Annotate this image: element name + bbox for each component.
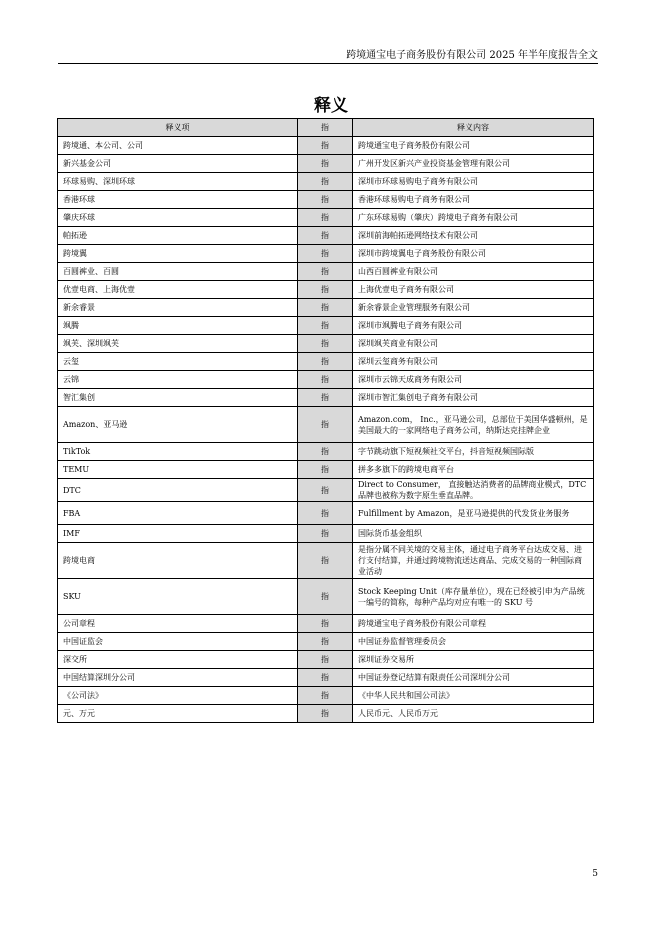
term-cell: 云玺	[58, 353, 298, 371]
table-row	[58, 389, 594, 407]
definition-cell: Amazon.com， Inc.，亚马逊公司，总部位于美国华盛顿州，是美国最大的一家网络电子商务公司，纳斯达克挂牌企业	[353, 407, 594, 443]
ref-cell: 指	[298, 461, 353, 479]
table-body	[58, 137, 594, 723]
table-row	[58, 335, 594, 353]
term-cell: 跨境电商	[58, 543, 298, 579]
table-row	[58, 245, 594, 263]
section-title: 释义	[314, 96, 348, 116]
document-title: 跨境通宝电子商务股份有限公司 2025 年半年度报告全文	[346, 50, 598, 61]
table-row	[58, 479, 594, 502]
table-row	[58, 407, 594, 443]
term-cell: 云锦	[58, 371, 298, 389]
table-row	[58, 209, 594, 227]
table-row	[58, 705, 594, 723]
table-row	[58, 687, 594, 705]
definition-cell: 中国证券登记结算有限责任公司深圳分公司	[353, 669, 594, 687]
ref-cell: 指	[298, 479, 353, 502]
term-cell: 飒腾	[58, 317, 298, 335]
definitions-table	[57, 118, 594, 723]
term-cell: 优壹电商、上海优壹	[58, 281, 298, 299]
ref-cell: 指	[298, 335, 353, 353]
term-cell: 环球易购、深圳环球	[58, 173, 298, 191]
definition-cell: 国际货币基金组织	[353, 525, 594, 543]
table-row	[58, 633, 594, 651]
definition-cell: 是指分属不同关境的交易主体，通过电子商务平台达成交易、进行支付结算，并通过跨境物流送达商品、完成交易的一种国际商业活动	[353, 543, 594, 579]
header-term: 释义项	[58, 119, 298, 137]
ref-cell: 指	[298, 317, 353, 335]
definition-cell: 深圳市环球易购电子商务有限公司	[353, 173, 594, 191]
ref-cell: 指	[298, 137, 353, 155]
page-number: 5	[592, 869, 598, 879]
definition-cell: 深圳市飒腾电子商务有限公司	[353, 317, 594, 335]
term-cell: IMF	[58, 525, 298, 543]
table-row	[58, 525, 594, 543]
definition-cell: 字节跳动旗下短视频社交平台，抖音短视频国际版	[353, 443, 594, 461]
term-cell: 《公司法》	[58, 687, 298, 705]
term-cell: 香港环球	[58, 191, 298, 209]
term-cell: 跨境翼	[58, 245, 298, 263]
ref-cell: 指	[298, 263, 353, 281]
definition-cell: Direct to Consumer， 直接触达消费者的品牌商业模式，DTC 品牌也被称为数字原生垂直品牌。	[353, 479, 594, 502]
term-cell: 帕拓逊	[58, 227, 298, 245]
definition-cell: 人民币元、人民币万元	[353, 705, 594, 723]
ref-cell: 指	[298, 209, 353, 227]
term-cell: FBA	[58, 502, 298, 525]
ref-cell: 指	[298, 669, 353, 687]
definition-cell: 深圳云玺商务有限公司	[353, 353, 594, 371]
term-cell: 新余睿景	[58, 299, 298, 317]
ref-cell: 指	[298, 353, 353, 371]
ref-cell: 指	[298, 443, 353, 461]
ref-cell: 指	[298, 543, 353, 579]
table-row	[58, 371, 594, 389]
table-row	[58, 543, 594, 579]
ref-cell: 指	[298, 525, 353, 543]
table-row	[58, 317, 594, 335]
definition-cell: 跨境通宝电子商务股份有限公司	[353, 137, 594, 155]
ref-cell: 指	[298, 615, 353, 633]
definition-cell: 广州开发区新兴产业投资基金管理有限公司	[353, 155, 594, 173]
definition-cell: Fulfillment by Amazon，是亚马逊提供的代发货业务服务	[353, 502, 594, 525]
definition-cell: 《中华人民共和国公司法》	[353, 687, 594, 705]
header-definition: 释义内容	[353, 119, 594, 137]
ref-cell: 指	[298, 155, 353, 173]
ref-cell: 指	[298, 173, 353, 191]
definition-cell: 新余睿景企业管理服务有限公司	[353, 299, 594, 317]
definition-cell: 深圳前海帕拓逊网络技术有限公司	[353, 227, 594, 245]
table-row	[58, 615, 594, 633]
table-row	[58, 579, 594, 615]
term-cell: 肇庆环球	[58, 209, 298, 227]
definition-cell: 跨境通宝电子商务股份有限公司章程	[353, 615, 594, 633]
term-cell: 中国证监会	[58, 633, 298, 651]
ref-cell: 指	[298, 407, 353, 443]
term-cell: 智汇集创	[58, 389, 298, 407]
ref-cell: 指	[298, 389, 353, 407]
ref-cell: 指	[298, 281, 353, 299]
page-header	[58, 43, 598, 64]
definition-cell: 拼多多旗下的跨境电商平台	[353, 461, 594, 479]
ref-cell: 指	[298, 687, 353, 705]
term-cell: DTC	[58, 479, 298, 502]
term-cell: 新兴基金公司	[58, 155, 298, 173]
term-cell: TEMU	[58, 461, 298, 479]
definition-cell: 山西百圆裤业有限公司	[353, 263, 594, 281]
term-cell: SKU	[58, 579, 298, 615]
definition-cell: 香港环球易购电子商务有限公司	[353, 191, 594, 209]
definition-cell: 深圳飒芙商业有限公司	[353, 335, 594, 353]
table-row	[58, 173, 594, 191]
table-row	[58, 227, 594, 245]
table-row	[58, 137, 594, 155]
table-row	[58, 651, 594, 669]
table-row	[58, 299, 594, 317]
term-cell: 深交所	[58, 651, 298, 669]
term-cell: 元、万元	[58, 705, 298, 723]
term-cell: 飒芙、深圳飒芙	[58, 335, 298, 353]
ref-cell: 指	[298, 371, 353, 389]
definition-cell: Stock Keeping Unit（库存量单位），现在已经被引申为产品统一编号的简称，每种产品均对应有唯一的 SKU 号	[353, 579, 594, 615]
definition-cell: 上海优壹电子商务有限公司	[353, 281, 594, 299]
table-row	[58, 155, 594, 173]
term-cell: 百圆裤业、百圆	[58, 263, 298, 281]
table-row	[58, 443, 594, 461]
table-row	[58, 669, 594, 687]
definition-cell: 深圳证券交易所	[353, 651, 594, 669]
table-row	[58, 263, 594, 281]
definition-cell: 广东环球易购（肇庆）跨境电子商务有限公司	[353, 209, 594, 227]
definition-cell: 深圳市智汇集创电子商务有限公司	[353, 389, 594, 407]
table-row	[58, 191, 594, 209]
term-cell: Amazon、亚马逊	[58, 407, 298, 443]
ref-cell: 指	[298, 579, 353, 615]
ref-cell: 指	[298, 705, 353, 723]
ref-cell: 指	[298, 227, 353, 245]
definition-cell: 中国证券监督管理委员会	[353, 633, 594, 651]
definition-cell: 深圳市跨境翼电子商务股份有限公司	[353, 245, 594, 263]
definition-cell: 深圳市云锦天成商务有限公司	[353, 371, 594, 389]
term-cell: 中国结算深圳分公司	[58, 669, 298, 687]
ref-cell: 指	[298, 191, 353, 209]
ref-cell: 指	[298, 245, 353, 263]
term-cell: 公司章程	[58, 615, 298, 633]
term-cell: 跨境通、本公司、公司	[58, 137, 298, 155]
header-ref: 指	[298, 119, 353, 137]
table-row	[58, 461, 594, 479]
table-row	[58, 502, 594, 525]
table-row	[58, 353, 594, 371]
ref-cell: 指	[298, 633, 353, 651]
ref-cell: 指	[298, 502, 353, 525]
ref-cell: 指	[298, 651, 353, 669]
table-header-row	[58, 119, 594, 137]
term-cell: TikTok	[58, 443, 298, 461]
ref-cell: 指	[298, 299, 353, 317]
table-row	[58, 281, 594, 299]
